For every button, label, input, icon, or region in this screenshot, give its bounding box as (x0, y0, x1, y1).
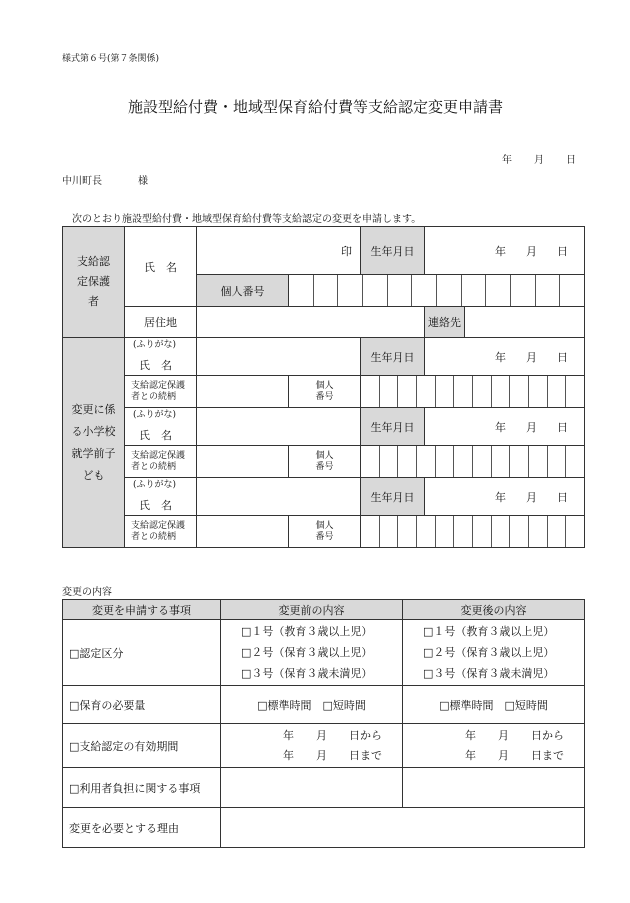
header-item: 変更を申請する事項 (63, 600, 221, 620)
burden-before[interactable] (221, 768, 403, 808)
guardian-address-label: 居住地 (125, 307, 197, 338)
child3-name-label: (ふりがな) 氏 名 (125, 478, 197, 516)
child1-name-field[interactable] (197, 338, 361, 376)
child3-relation-label: 支給認定保護 者との続柄 (125, 516, 197, 548)
date-line: 年 月 日 (502, 155, 576, 166)
child2-relation-field[interactable] (197, 446, 289, 478)
child2-relation-label: 支給認定保護 者との続柄 (125, 446, 197, 478)
period-before[interactable]: 年 月 日から 年 月 日まで (221, 724, 403, 768)
child2-birth-field[interactable]: 年 月 日 (425, 408, 585, 446)
guardian-mynumber-label: 個人番号 (197, 275, 289, 307)
row-period[interactable]: □支給認定の有効期間 (63, 724, 221, 768)
row-burden[interactable]: □利用者負担に関する事項 (63, 768, 221, 808)
guardian-birth-label: 生年月日 (361, 227, 425, 275)
guardian-contact-field[interactable] (465, 307, 585, 338)
guardian-name-label: 氏 名 (125, 227, 197, 307)
row-need[interactable]: □保育の必要量 (63, 686, 221, 724)
guardian-mynumber-boxes[interactable] (289, 275, 585, 307)
child-section: 変更に係る小学校就学前子ども (63, 338, 125, 548)
applicant-table (62, 226, 585, 548)
child1-name-label: (ふりがな) 氏 名 (125, 338, 197, 376)
child1-relation-field[interactable] (197, 376, 289, 408)
child1-birth-field[interactable]: 年 月 日 (425, 338, 585, 376)
guardian-contact-label: 連絡先 (425, 307, 465, 338)
child3-mynumber-label: 個人 番号 (289, 516, 361, 548)
guardian-birth-field[interactable]: 年 月 日 (425, 227, 585, 275)
child3-name-field[interactable] (197, 478, 361, 516)
page-title: 施設型給付費・地域型保育給付費等支給認定変更申請書 (128, 98, 504, 116)
header-after: 変更後の内容 (403, 600, 585, 620)
form-number: 様式第６号(第７条関係) (62, 54, 160, 64)
child2-name-label: (ふりがな) 氏 名 (125, 408, 197, 446)
category-before[interactable]: □１号（教育３歳以上児） □２号（保育３歳以上児） □３号（保育３歳未満児） (221, 620, 403, 686)
child3-birth-label: 生年月日 (361, 478, 425, 516)
category-after[interactable]: □１号（教育３歳以上児） □２号（保育３歳以上児） □３号（保育３歳未満児） (403, 620, 585, 686)
guardian-address-field[interactable] (197, 307, 425, 338)
change-table (62, 599, 585, 848)
need-before[interactable]: □標準時間 □短時間 (221, 686, 403, 724)
row-category[interactable]: □認定区分 (63, 620, 221, 686)
guardian-name-field[interactable]: 印 (197, 227, 361, 275)
burden-after[interactable] (403, 768, 585, 808)
intro-text: 次のとおり施設型給付費・地域型保育給付費等支給認定の変更を申請します。 (72, 214, 422, 225)
child3-birth-field[interactable]: 年 月 日 (425, 478, 585, 516)
period-after[interactable]: 年 月 日から 年 月 日まで (403, 724, 585, 768)
header-before: 変更前の内容 (221, 600, 403, 620)
child2-mynumber-boxes[interactable] (361, 446, 585, 478)
child3-relation-field[interactable] (197, 516, 289, 548)
addressee: 中川町長 様 (62, 176, 148, 187)
change-heading: 変更の内容 (62, 587, 112, 598)
child1-relation-label: 支給認定保護 者との続柄 (125, 376, 197, 408)
child3-mynumber-boxes[interactable] (361, 516, 585, 548)
guardian-section: 支給認定保護者 (63, 227, 125, 338)
need-after[interactable]: □標準時間 □短時間 (403, 686, 585, 724)
child1-birth-label: 生年月日 (361, 338, 425, 376)
row-reason: 変更を必要とする理由 (63, 808, 221, 848)
child2-mynumber-label: 個人 番号 (289, 446, 361, 478)
child2-birth-label: 生年月日 (361, 408, 425, 446)
child2-name-field[interactable] (197, 408, 361, 446)
child1-mynumber-label: 個人 番号 (289, 376, 361, 408)
child1-mynumber-boxes[interactable] (361, 376, 585, 408)
reason-field[interactable] (221, 808, 585, 848)
